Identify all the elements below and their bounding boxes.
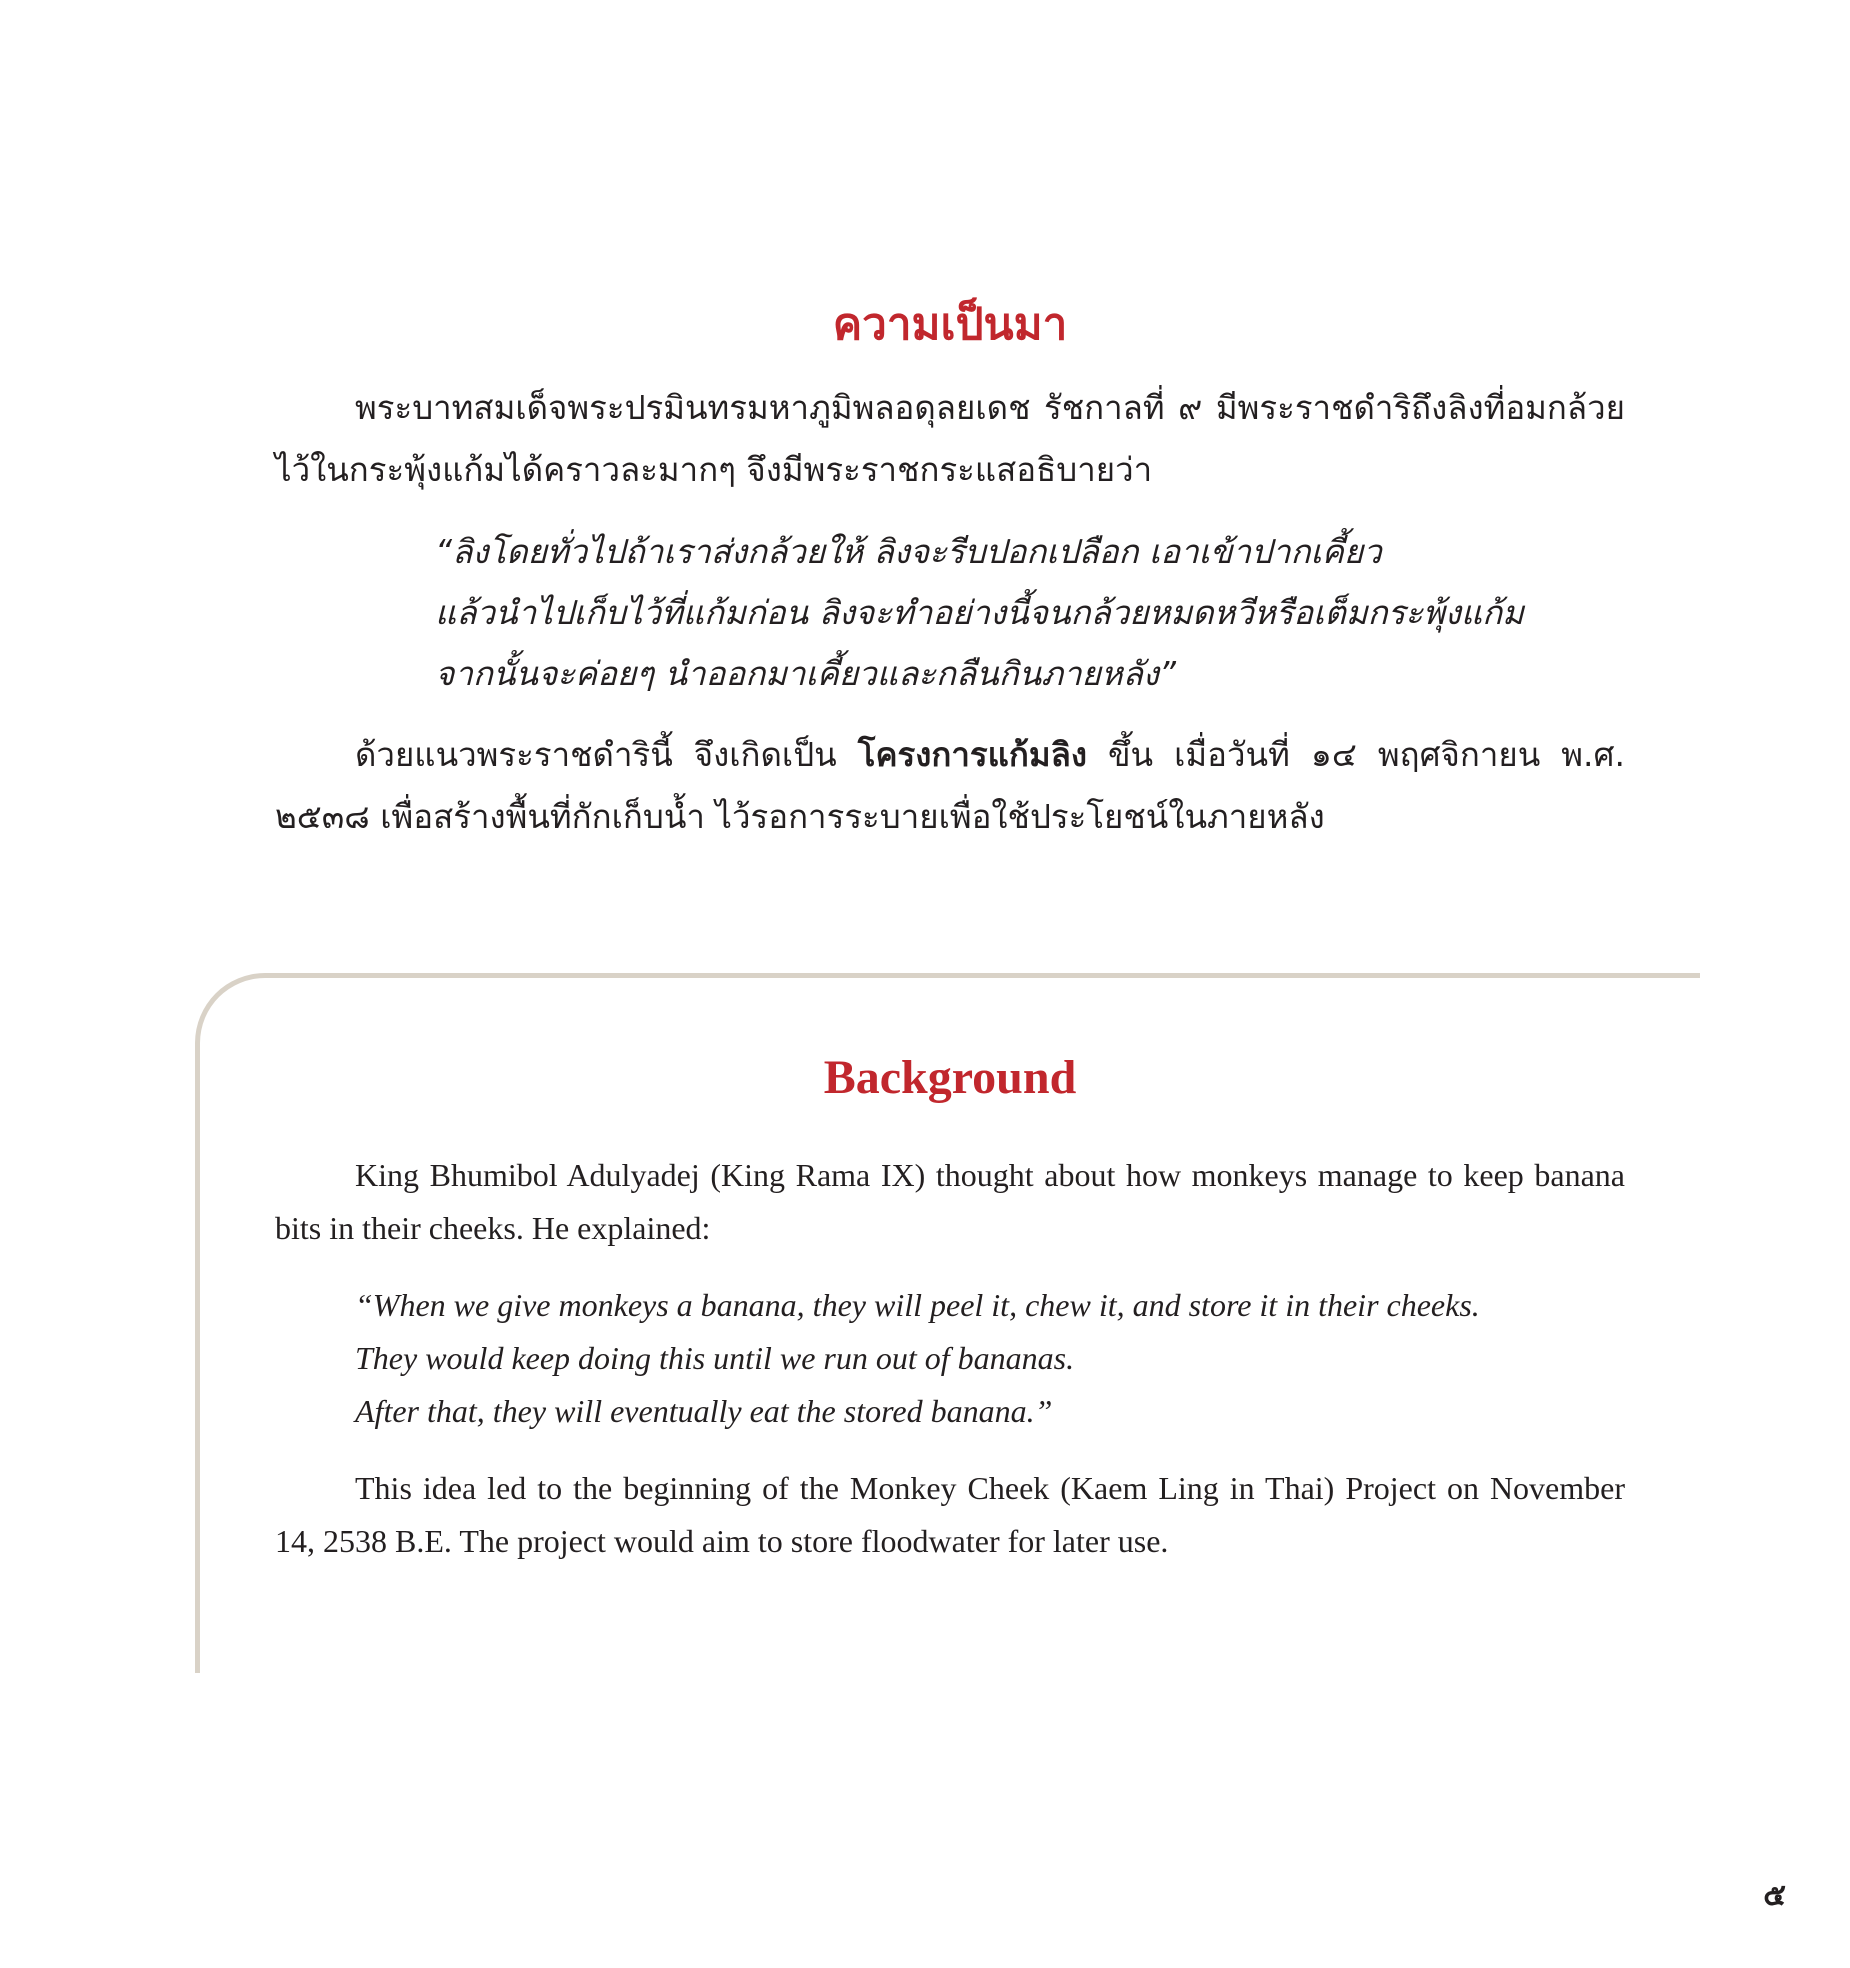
- english-project-paragraph: This idea led to the beginning of the Monkey Cheek (Kaem Ling in Thai) Project on November 14, 2538 B.E. The project would aim to store floodwater for later use.: [275, 1470, 1625, 1559]
- thai-project-text-before: ด้วยแนวพระราชดำรินี้ จึงเกิดเป็น: [355, 735, 858, 774]
- english-quote-line: “When we give monkeys a banana, they will peel it, chew it, and store it in their cheeks.: [355, 1287, 1480, 1323]
- thai-quote-line: แล้วนำไปเก็บไว้ที่แก้มก่อน ลิงจะทำอย่างนี้จนกล้วยหมดหวีหรือเต็มกระพุ้งแก้ม: [435, 593, 1524, 632]
- english-quote-line: They would keep doing this until we run out of bananas.: [355, 1340, 1075, 1376]
- thai-section: [275, 295, 1625, 848]
- thai-quote-line: “ลิงโดยทั่วไปถ้าเราส่งกล้วยให้ ลิงจะรีบปอกเปลือก เอาเข้าปากเคี้ยว: [435, 532, 1382, 571]
- thai-heading: ความเป็นมา: [832, 299, 1068, 350]
- thai-project-paragraph: [275, 724, 1625, 848]
- thai-quote-line: จากนั้นจะค่อยๆ นำออกมาเคี้ยวและกลืนกินภายหลัง”: [435, 654, 1177, 693]
- english-intro-paragraph: King Bhumibol Adulyadej (King Rama IX) thought about how monkeys manage to keep banana bits in their cheeks. He explained:: [275, 1157, 1625, 1246]
- english-heading: Background: [823, 1051, 1077, 1104]
- english-quote-line: After that, they will eventually eat the stored banana.”: [355, 1393, 1053, 1429]
- english-section: [275, 1045, 1625, 1568]
- thai-quote: [435, 521, 1625, 704]
- english-quote: [355, 1279, 1625, 1438]
- page-number: ๕: [1763, 1878, 1786, 1913]
- thai-project-name: โครงการแก้มลิง: [857, 735, 1087, 774]
- thai-project-text-after: ขึ้น เมื่อวันที่ ๑๔ พฤศจิกายน พ.ศ. ๒๕๓๘ เพื่อสร้างพื้นที่กักเก็บน้ำ ไว้รอการระบายเพื่อใช้ประโยชน์ในภายหลัง: [275, 735, 1625, 836]
- thai-intro-paragraph: พระบาทสมเด็จพระปรมินทรมหาภูมิพลอดุลยเดช รัชกาลที่ ๙ มีพระราชดำริถึงลิงที่อมกล้วยไว้ในกระพุ้งแก้มได้คราวละมากๆ จึงมีพระราชกระแสอธิบายว่า: [275, 388, 1625, 489]
